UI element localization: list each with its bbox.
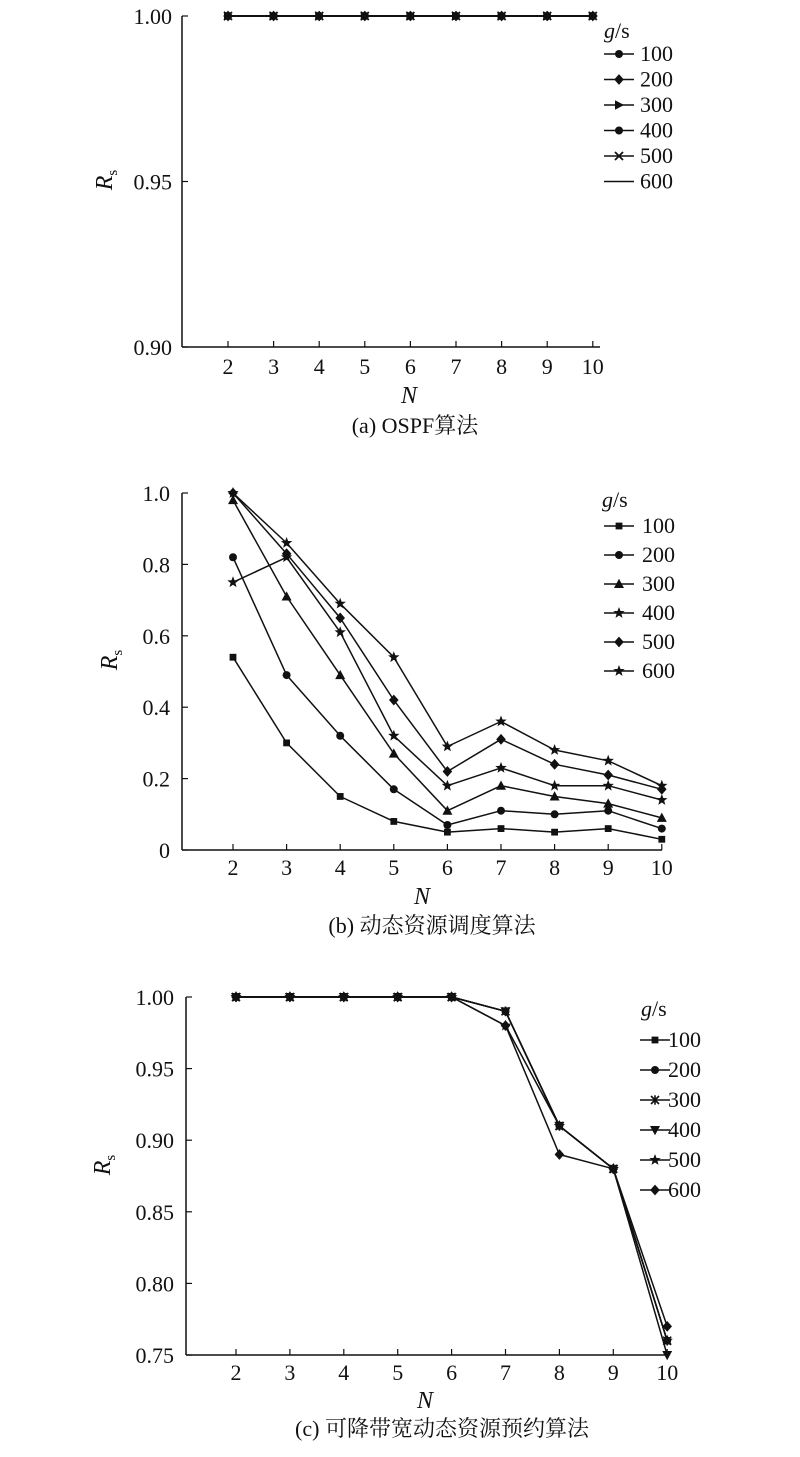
panel-b-xtick-label: 3 — [281, 855, 293, 880]
panel-b-series-400-point — [549, 780, 560, 791]
panel-a-xtick-label: 2 — [222, 354, 234, 379]
panel-a-legend-400-label: 400 — [640, 117, 673, 143]
panel-a-legend-300-label: 300 — [640, 92, 673, 117]
panel-b-y-axis-label: $R_s$ — [97, 649, 126, 671]
panel-a-ticks — [134, 4, 604, 379]
panel-a-legend-300-marker — [615, 100, 624, 110]
panel-b-legend-200-label: 200 — [642, 542, 675, 567]
panel-b-series-600-point — [442, 741, 453, 752]
panel-c-ytick-label: 0.95 — [135, 1056, 174, 1082]
panel-b-ytick-label: 0 — [159, 838, 170, 863]
panel-b-series-600-point — [549, 744, 560, 755]
panel-b-series-400-point — [227, 576, 238, 587]
panel-b-legend-600-marker — [613, 665, 624, 676]
panel-b-series-200-point — [551, 810, 559, 818]
panel-c-xtick-label: 10 — [656, 1360, 679, 1385]
panel-c-legend-title: g/s — [641, 996, 667, 1021]
panel-b-series-200-point — [443, 821, 451, 829]
panel-a-legend-200-marker — [614, 74, 624, 85]
panel-b-legend-100-marker — [616, 523, 623, 530]
panel-c-legend-600-label: 600 — [668, 1177, 701, 1202]
panel-a-xtick-label: 6 — [404, 354, 416, 379]
panel-c-xtick-label: 7 — [500, 1360, 511, 1385]
panel-b-series-100-point — [444, 829, 451, 836]
panel-a-legend-600-label: 600 — [640, 168, 673, 194]
panel-c-series-500-line — [236, 997, 667, 1341]
panel-b-series-200-point — [604, 807, 612, 815]
panel-c-series-200-line — [236, 997, 667, 1341]
panel-c-legend-200-marker — [651, 1066, 659, 1074]
panel-b-legend-500-marker — [614, 637, 624, 648]
panel-b-legend — [604, 513, 675, 683]
panel-c-legend-200-label: 200 — [668, 1057, 701, 1082]
panel-c-ytick-label: 0.75 — [135, 1343, 174, 1368]
panel-b-series-100-point — [283, 740, 290, 747]
panel-c-y-axis-label: $R_s$ — [90, 1154, 119, 1176]
panel-a-x-axis-label: N — [400, 383, 418, 409]
panel-c-ytick-label: 1.00 — [135, 985, 174, 1010]
panel-b-series-200-point — [229, 553, 237, 561]
panel-c-legend-400-label: 400 — [668, 1117, 701, 1142]
panel-b-series-200-point — [497, 807, 505, 815]
panel-c-legend-500-label: 500 — [668, 1147, 701, 1172]
panel-a-legend-100-marker — [615, 50, 623, 58]
panel-b-legend-400-marker — [613, 607, 624, 618]
panel-c-xtick-label: 8 — [553, 1360, 565, 1385]
panel-b-legend-title: g/s — [602, 487, 628, 512]
panel-a-series — [223, 11, 598, 22]
panel-b-series-300-point — [282, 591, 292, 600]
panel-a-xtick-label: 3 — [268, 354, 280, 379]
panel-c-series-600-point — [555, 1149, 565, 1160]
panel-a-xtick-label: 4 — [313, 354, 325, 379]
panel-a-xtick-label: 7 — [450, 354, 462, 379]
panel-b-series-100-point — [605, 825, 612, 832]
panel-c-ytick-label: 0.85 — [135, 1199, 174, 1225]
panel-a-legend-200-label: 200 — [640, 66, 673, 92]
panel-a-ytick-label: 0.90 — [133, 335, 172, 360]
panel-b-x-axis-label: N — [413, 884, 431, 910]
panel-a-xtick-label: 10 — [581, 354, 604, 379]
panel-a-ospf — [92, 4, 673, 438]
panel-c-legend — [640, 1027, 701, 1202]
panel-b-series-200-point — [283, 671, 291, 679]
panel-b-xtick-label: 5 — [388, 855, 400, 880]
panel-c-xtick-label: 6 — [446, 1360, 458, 1385]
panel-b-series-100-point — [230, 654, 237, 661]
panel-b-series-200-point — [390, 785, 398, 793]
panel-b-xtick-label: 10 — [650, 855, 673, 880]
panel-b-series-100-point — [658, 836, 665, 843]
panel-c-xtick-label: 2 — [230, 1360, 242, 1385]
panel-b-xtick-label: 8 — [549, 855, 561, 880]
panel-b-series-400-point — [495, 762, 506, 773]
panel-b-caption: (b) 动态资源调度算法 — [328, 913, 536, 938]
panel-b-series-600-point — [603, 755, 614, 766]
panel-b-ytick-label: 0.4 — [142, 695, 170, 721]
panel-a-caption: (a) OSPF算法 — [351, 413, 479, 438]
panel-a-legend-500-label: 500 — [640, 143, 673, 168]
panel-b-series-100-point — [551, 829, 558, 836]
panel-b-ytick-label: 1.0 — [142, 481, 170, 506]
panel-b-legend-400-label: 400 — [642, 600, 675, 625]
panel-c-series-100-line — [236, 997, 667, 1341]
panel-b-legend-500-label: 500 — [642, 629, 675, 654]
panel-a-ytick-label: 0.95 — [133, 169, 172, 195]
panel-b-series-500-point — [603, 770, 613, 781]
panel-a-xtick-label: 5 — [359, 354, 371, 379]
panel-b-legend-600-label: 600 — [642, 658, 675, 683]
panel-b-series — [227, 487, 667, 843]
panel-c-ticks — [136, 985, 679, 1385]
panel-b-xtick-label: 2 — [227, 855, 239, 880]
panel-c-caption: (c) 可降带宽动态资源预约算法 — [295, 1416, 589, 1441]
panel-b-xtick-label: 7 — [495, 855, 507, 880]
panel-c-legend-600-marker — [650, 1185, 660, 1196]
panel-b-series-100-point — [498, 825, 505, 832]
panel-c-ytick-label: 0.90 — [135, 1128, 174, 1154]
panel-a-xtick-label: 8 — [496, 354, 508, 379]
panel-b-series-200-point — [336, 732, 344, 740]
panel-a-legend-100-label: 100 — [640, 41, 673, 66]
panel-b-series-400-line — [233, 557, 662, 800]
panel-c-x-axis-label: N — [416, 1388, 434, 1414]
panel-b-series-500-point — [550, 759, 560, 770]
panel-b-ytick-label: 0.8 — [142, 552, 170, 578]
panel-c-xtick-label: 5 — [392, 1360, 404, 1385]
panel-b-series-400-point — [603, 780, 614, 791]
panel-b-series-200-point — [658, 825, 666, 833]
panel-b-series-100-point — [390, 818, 397, 825]
panel-c-ytick-label: 0.80 — [135, 1271, 174, 1297]
panel-b-legend-100-label: 100 — [642, 513, 675, 538]
panel-c-legend-100-label: 100 — [668, 1027, 701, 1052]
panel-c-xtick-label: 4 — [338, 1360, 350, 1385]
panel-b-series-100-point — [337, 793, 344, 800]
panel-a-legend-title: g/s — [604, 18, 630, 43]
panel-c-series-600-line — [236, 997, 667, 1326]
panel-c-legend-300-label: 300 — [668, 1087, 701, 1112]
panel-b-xtick-label: 4 — [334, 855, 346, 880]
panel-c-xtick-label: 3 — [284, 1360, 296, 1385]
panel-c-xtick-label: 9 — [607, 1360, 619, 1385]
panel-c-series-300-line — [236, 997, 667, 1341]
panel-c-bandwidth-reservation — [90, 985, 701, 1441]
panel-a-xtick-label: 9 — [541, 354, 553, 379]
panel-c-series-400-line — [236, 997, 667, 1355]
panel-b-ytick-label: 0.2 — [142, 766, 170, 792]
panel-b-series-600-point — [495, 716, 506, 727]
panel-b-series-300-point — [496, 781, 506, 790]
panel-b-ytick-label: 0.6 — [142, 623, 170, 649]
panel-b-legend-300-label: 300 — [642, 571, 675, 596]
panel-c-legend-100-marker — [652, 1037, 659, 1044]
panel-b-xtick-label: 6 — [441, 855, 453, 880]
panel-c-series — [230, 991, 673, 1360]
panel-c-legend-500-marker — [649, 1154, 660, 1165]
panel-a-ytick-label: 1.00 — [133, 4, 172, 29]
panel-a-legend-400-marker — [615, 127, 623, 135]
panel-b-series-400-point — [656, 794, 667, 805]
panel-c-series-600-point — [501, 1020, 511, 1031]
panel-a-legend — [604, 41, 673, 194]
panel-b-legend-200-marker — [615, 551, 623, 559]
panel-a-y-axis-label: $R_s$ — [92, 169, 121, 191]
panel-b-xtick-label: 9 — [602, 855, 614, 880]
panel-b-series-500-point — [496, 734, 506, 745]
panel-b-dynamic-scheduling — [97, 481, 675, 938]
